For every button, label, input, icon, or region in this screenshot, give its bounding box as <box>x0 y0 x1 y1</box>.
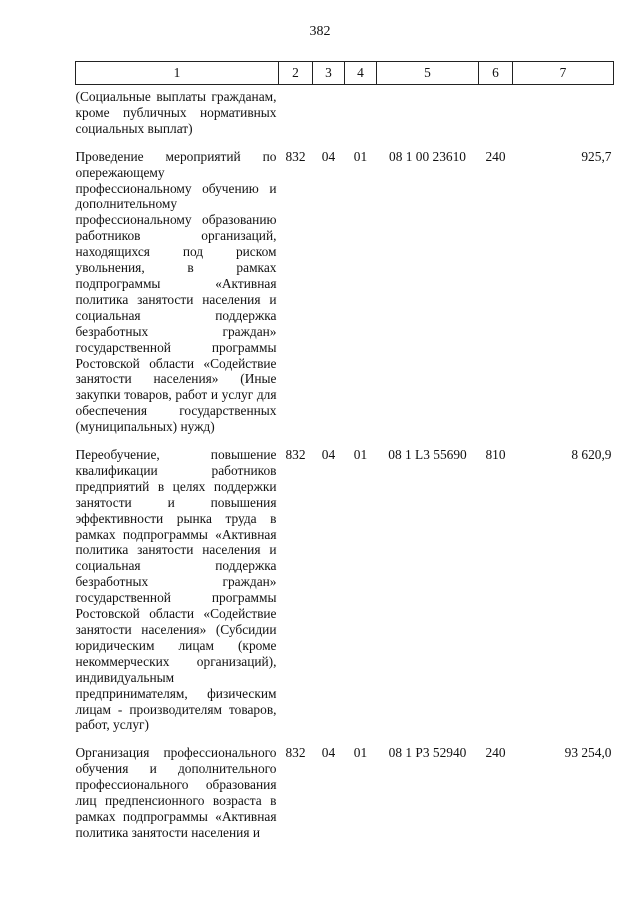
row-subsection: 01 <box>353 148 368 164</box>
table-row <box>76 137 614 435</box>
table-row <box>76 733 614 840</box>
row-ministry <box>279 85 313 137</box>
header-col-3: 3 <box>313 62 345 85</box>
row-ministry: 832 <box>285 745 306 761</box>
table-row <box>76 435 614 733</box>
table-body <box>76 85 614 841</box>
header-col-7: 7 <box>513 62 614 85</box>
row-description: (Социальные выплаты гражданам, кроме публичных нормативных социальных выплат) <box>75 89 277 136</box>
page-number: 382 <box>309 24 331 39</box>
row-amount: 925,7 <box>581 148 612 164</box>
row-expense-type: 240 <box>485 745 506 761</box>
row-description: Проведение мероприятий по опережающему профессиональному обучению и дополнительному профессиональному образованию работников организаций, находящихся под риском увольнения, в рамках подпрограммы «Активная политика занятости населения и социальная поддержка безработных граждан» государственной программы Ростовской области «Содействие занятости населения» (Иные закупки товаров, работ и услуг для обеспечения государственных (муниципальных) нужд) <box>75 148 277 435</box>
row-amount: 8 620,9 <box>571 447 612 463</box>
row-amount: 93 254,0 <box>564 745 612 761</box>
budget-table <box>75 61 614 841</box>
header-col-5: 5 <box>377 62 479 85</box>
table-header <box>76 62 614 85</box>
row-ministry: 832 <box>285 148 306 164</box>
row-expense-type <box>479 85 513 137</box>
row-subsection <box>345 85 377 137</box>
row-expense-type: 240 <box>485 148 506 164</box>
row-ministry: 832 <box>285 447 306 463</box>
header-col-1: 1 <box>76 62 279 85</box>
row-section: 04 <box>321 447 336 463</box>
row-subsection: 01 <box>353 745 368 761</box>
row-section: 04 <box>321 745 336 761</box>
header-col-4: 4 <box>345 62 377 85</box>
row-amount <box>513 85 614 137</box>
row-target-code: 08 1 00 23610 <box>389 148 466 164</box>
header-col-6: 6 <box>479 62 513 85</box>
header-row <box>76 62 614 85</box>
row-description: Переобучение, повышение квалификации работников предприятий в целях поддержки занятости и повышения эффективности рынка труда в рамках подпрограммы «Активная политика занятости населения и социальная поддержка безработных граждан» государственной программы Ростовской области «Содействие занятости населения» (Субсидии юридическим лицам (кроме некоммерческих организаций), индивидуальным предпринимателям, физическим лицам - производителям товаров, работ, услуг) <box>75 447 277 733</box>
row-subsection: 01 <box>353 447 368 463</box>
row-section <box>313 85 345 137</box>
row-expense-type: 810 <box>485 447 506 463</box>
row-section: 04 <box>321 148 336 164</box>
row-target-code: 08 1 P3 52940 <box>388 745 467 761</box>
row-target-code: 08 1 L3 55690 <box>388 447 467 463</box>
row-description: Организация профессионального обучения и дополнительного профессионального образования лиц предпенсионного возраста в рамках подпрограммы «Активная политика занятости населения и <box>75 745 277 840</box>
row-target-code <box>377 85 479 137</box>
header-col-2: 2 <box>279 62 313 85</box>
table-row <box>76 85 614 137</box>
